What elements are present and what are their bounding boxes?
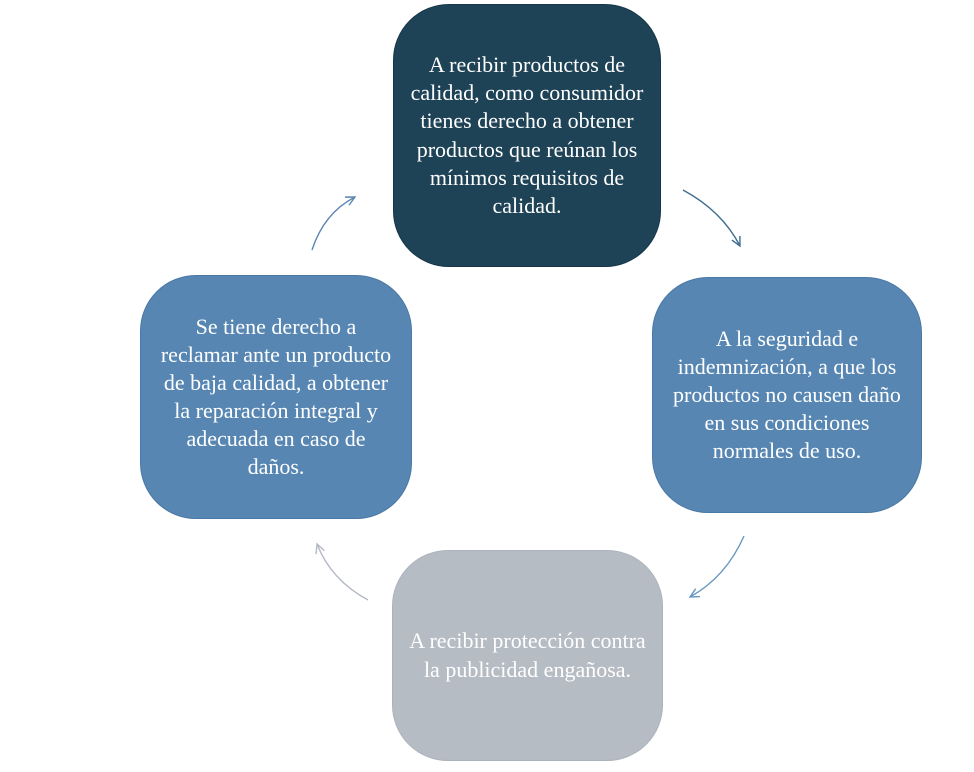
cycle-node-safety-indemnity (652, 277, 922, 513)
cycle-node-advertising-protection (392, 550, 663, 761)
arrow-right-to-bottom (690, 536, 744, 597)
cycle-node-label: A la seguridad e indemnización, a que los productos no causen daño en sus condiciones normales de uso. (673, 325, 901, 464)
arrow-left-to-top (312, 197, 355, 250)
cycle-node-claim-repair (140, 275, 412, 519)
arrow-bottom-to-left (317, 544, 368, 600)
arrow-top-to-right (683, 190, 740, 246)
cycle-node-label: A recibir productos de calidad, como consumidor tienes derecho a obtener productos que reúnan los mínimos requisitos de calidad. (410, 52, 644, 218)
cycle-node-quality-products (393, 4, 661, 267)
cycle-node-label: A recibir protección contra la publicidad engañosa. (409, 628, 646, 682)
cycle-node-label: Se tiene derecho a reclamar ante un producto de baja calidad, a obtener la reparación integral y adecuada en caso de daños. (160, 313, 392, 480)
